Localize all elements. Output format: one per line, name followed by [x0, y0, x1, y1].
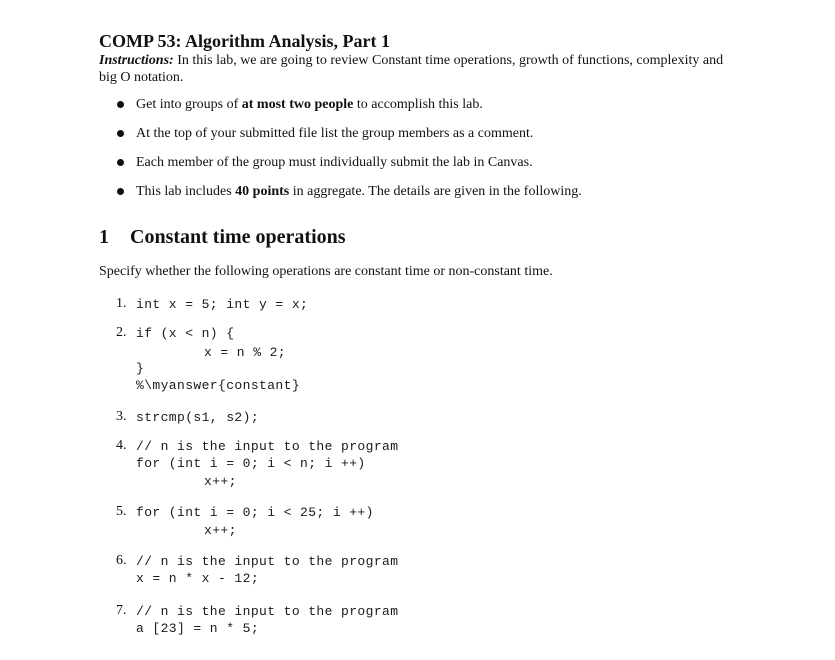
- document-title: COMP 53: Algorithm Analysis, Part 1: [99, 31, 390, 51]
- code-line: if (x < n) {: [136, 326, 235, 341]
- code-line: strcmp(s1, s2);: [136, 410, 260, 425]
- section-title: Constant time operations: [130, 226, 346, 248]
- code-line: x = n % 2;: [204, 345, 287, 360]
- code-line: for (int i = 0; i < 25; i ++): [136, 505, 374, 520]
- bullet-icon: [117, 130, 124, 137]
- code-line: x++;: [204, 523, 237, 538]
- bullet-icon: [117, 101, 124, 108]
- bullet-list: [117, 96, 582, 212]
- instructions-text: In this lab, we are going to review Constant time operations, growth of functions, complexity and big O notation.: [99, 53, 724, 85]
- bullet-item: Get into groups of at most two people to accomplish this lab.: [117, 96, 582, 125]
- code-line: }: [136, 361, 145, 376]
- code-line: // n is the input to the program: [136, 554, 399, 569]
- instructions-paragraph: [99, 52, 729, 86]
- item-number: 6.: [116, 553, 127, 568]
- bullet-item: This lab includes 40 points in aggregate. The details are given in the following.: [117, 183, 582, 212]
- code-line: x++;: [204, 474, 237, 489]
- code-line: x = n * x - 12;: [136, 571, 260, 586]
- instructions-lead: Instructions:: [99, 53, 174, 68]
- bullet-icon: [117, 159, 124, 166]
- code-line: // n is the input to the program: [136, 604, 399, 619]
- item-number: 1.: [116, 296, 127, 311]
- section-intro: Specify whether the following operations are constant time or non-constant time.: [99, 264, 553, 279]
- item-number: 2.: [116, 325, 127, 340]
- item-number: 3.: [116, 409, 127, 424]
- code-line: a [23] = n * 5;: [136, 621, 260, 636]
- code-line: int x = 5; int y = x;: [136, 297, 309, 312]
- code-line: // n is the input to the program: [136, 439, 399, 454]
- bullet-item: At the top of your submitted file list the group members as a comment.: [117, 125, 582, 154]
- item-number: 5.: [116, 504, 127, 519]
- bullet-icon: [117, 188, 124, 195]
- item-number: 4.: [116, 438, 127, 453]
- code-line: for (int i = 0; i < n; i ++): [136, 456, 366, 471]
- section-heading: [99, 226, 346, 249]
- code-line: %\myanswer{constant}: [136, 378, 301, 393]
- bullet-item: Each member of the group must individually submit the lab in Canvas.: [117, 154, 582, 183]
- section-number: 1: [99, 226, 109, 248]
- item-number: 7.: [116, 603, 127, 618]
